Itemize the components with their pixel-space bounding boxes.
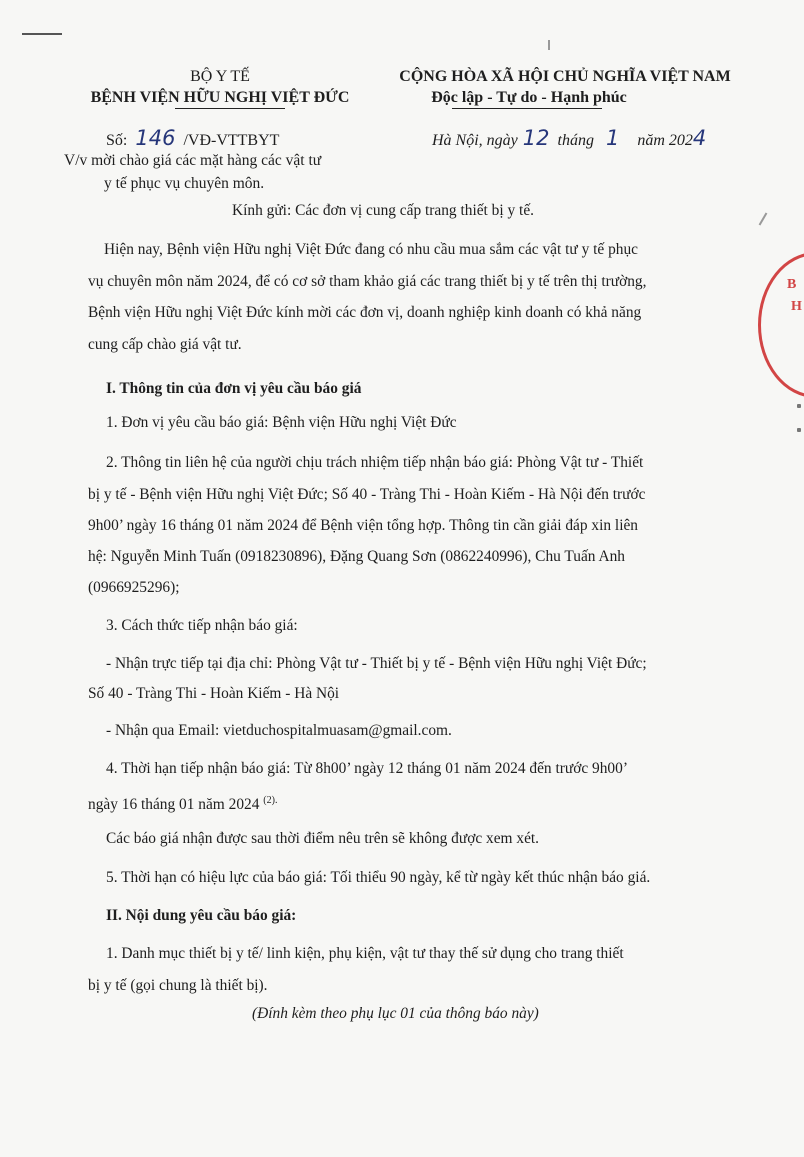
handwritten-month: 1 [605, 126, 620, 150]
section-1-item-4-line-2 [88, 785, 277, 821]
deadline-text: ngày 16 tháng 01 năm 2024 [88, 796, 260, 814]
scan-mark [22, 33, 62, 35]
subject-line-1: V/v mời chào giá các mặt hàng các vật tư [64, 152, 322, 169]
margin-mark [797, 428, 801, 432]
section-1-item-1: 1. Đơn vị yêu cầu báo giá: Bệnh viện Hữu nghị Việt Đức [106, 414, 457, 431]
date-place: Hà Nội, ngày [432, 132, 518, 149]
issue-date [432, 126, 706, 150]
intro-line-2: vụ chuyên môn năm 2024, để có cơ sở tham khảo giá các trang thiết bị y tế trên thị trường, [88, 273, 647, 290]
section-1-item-2-line-5: (0966925296); [88, 579, 180, 596]
salutation: Kính gửi: Các đơn vị cung cấp trang thiết bị y tế. [232, 202, 534, 219]
margin-mark [797, 404, 801, 408]
motto-underline [452, 108, 602, 109]
section-2-item-1-line-1: 1. Danh mục thiết bị y tế/ linh kiện, phụ kiện, vật tư thay thế sử dụng cho trang thiết [106, 945, 624, 962]
scan-speck [759, 212, 768, 225]
footnote-mark: (2). [263, 795, 278, 806]
subject-line-2: y tế phục vụ chuyên môn. [104, 175, 265, 192]
section-1-item-3-heading: 3. Cách thức tiếp nhận báo giá: [106, 617, 298, 634]
handwritten-number: 146 [135, 126, 176, 150]
section-1-item-4-line-1: 4. Thời hạn tiếp nhận báo giá: Từ 8h00’ ngày 12 tháng 01 năm 2024 đến trước 9h00’ [106, 760, 628, 777]
number-suffix: /VĐ-VTTBYT [183, 132, 280, 149]
ministry-name: BỘ Y TẾ [190, 68, 250, 85]
national-motto: Độc lập - Tự do - Hạnh phúc [431, 89, 627, 106]
section-2-heading: II. Nội dung yêu cầu báo giá: [106, 907, 297, 924]
intro-line-3: Bệnh viện Hữu nghị Việt Đức kính mời các đơn vị, doanh nghiệp kinh doanh có khả năng [88, 304, 642, 321]
intro-line-1: Hiện nay, Bệnh viện Hữu nghị Việt Đức đang có nhu cầu mua sắm các vật tư y tế phục [104, 241, 638, 258]
section-1-item-2-line-1: 2. Thông tin liên hệ của người chịu trách nhiệm tiếp nhận báo giá: Phòng Vật tư - Thiết [106, 454, 644, 471]
section-1-item-2-line-3: 9h00’ ngày 16 tháng 01 năm 2024 để Bệnh viện tổng hợp. Thông tin cần giải đáp xin liên [88, 517, 638, 534]
document-number [106, 126, 279, 150]
section-1-item-3-direct-line-2: Số 40 - Tràng Thi - Hoàn Kiếm - Hà Nội [88, 685, 340, 702]
hospital-name: BỆNH VIỆN HỮU NGHỊ VIỆT ĐỨC [90, 89, 350, 106]
section-1-heading: I. Thông tin của đơn vị yêu cầu báo giá [106, 380, 362, 397]
stamp-glyph-1: B [787, 277, 797, 292]
date-month-label: tháng [557, 132, 594, 149]
section-2-item-1-line-2: bị y tế (gọi chung là thiết bị). [88, 977, 268, 994]
date-year-label: năm 202 [637, 132, 693, 149]
section-1-item-3-email: - Nhận qua Email: vietduchospitalmuasam@gmail.com. [106, 722, 452, 739]
scan-speck [548, 40, 550, 50]
late-submission-note: Các báo giá nhận được sau thời điểm nêu trên sẽ không được xem xét. [106, 830, 540, 847]
section-1-item-2-line-4: hệ: Nguyễn Minh Tuấn (0918230896), Đặng Quang Sơn (0862240996), Chu Tuấn Anh [88, 548, 625, 565]
attachment-note: (Đính kèm theo phụ lục 01 của thông báo này) [252, 1005, 539, 1022]
official-stamp [758, 252, 804, 398]
republic-name: CỘNG HÒA XÃ HỘI CHỦ NGHĨA VIỆT NAM [399, 68, 731, 85]
hospital-underline [175, 108, 285, 109]
intro-line-4: cung cấp chào giá vật tư. [88, 336, 242, 353]
section-1-item-5: 5. Thời hạn có hiệu lực của báo giá: Tối thiểu 90 ngày, kể từ ngày kết thúc nhận báo giá. [106, 869, 651, 886]
section-1-item-2-line-2: bị y tế - Bệnh viện Hữu nghị Việt Đức; Số 40 - Tràng Thi - Hoàn Kiếm - Hà Nội đến trước [88, 486, 646, 503]
number-prefix: Số: [106, 132, 128, 149]
handwritten-day: 12 [522, 126, 550, 150]
handwritten-year-digit: 4 [692, 126, 707, 150]
stamp-glyph-2: H [791, 299, 802, 314]
section-1-item-3-direct-line-1: - Nhận trực tiếp tại địa chỉ: Phòng Vật tư - Thiết bị y tế - Bệnh viện Hữu nghị Việt Đức; [106, 655, 647, 672]
